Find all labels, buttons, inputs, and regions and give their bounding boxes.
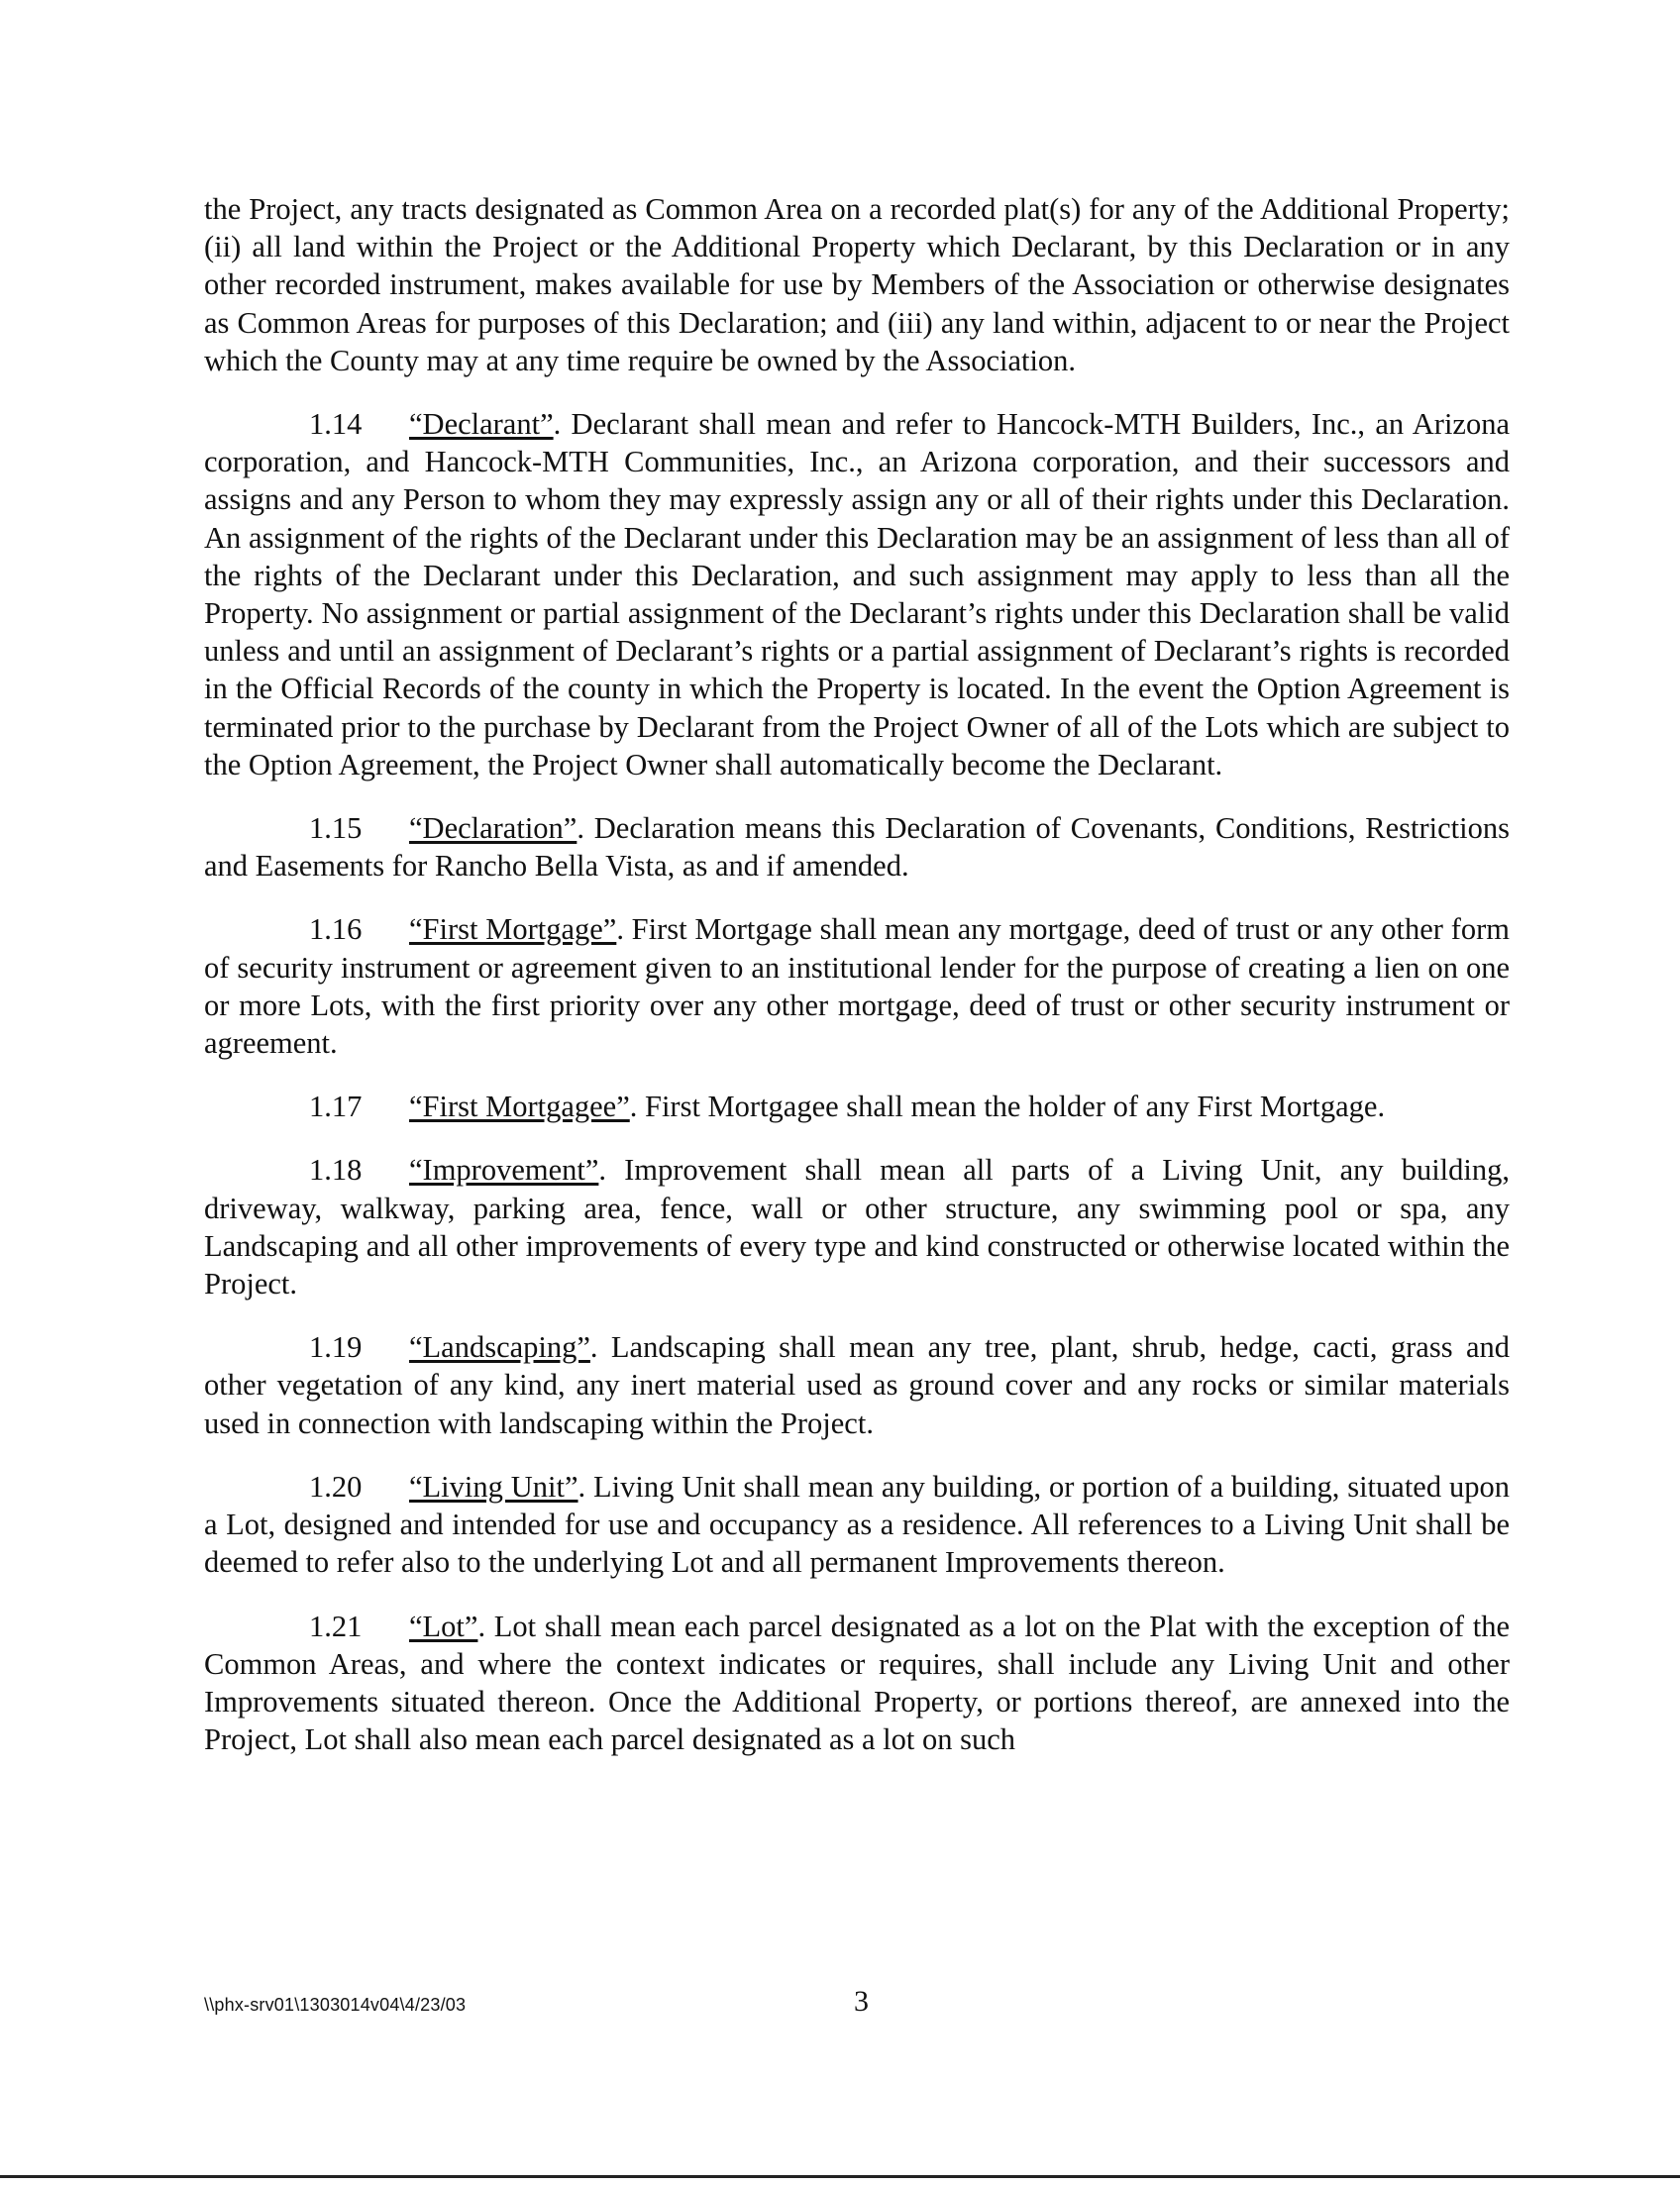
paragraph-1-16-first-mortgage <box>204 910 1510 1062</box>
section-number: 1.19 <box>309 1330 363 1365</box>
page-number: 3 <box>854 1985 869 2018</box>
defined-term: “Declarant” <box>409 407 554 442</box>
paragraph-1-19-landscaping <box>204 1328 1510 1442</box>
paragraph-1-15-declaration <box>204 809 1510 885</box>
defined-term: “Living Unit” <box>409 1469 578 1504</box>
paragraph-1-21-lot <box>204 1608 1510 1759</box>
paragraph-body: . First Mortgage shall mean any mortgage, deed of trust or any other form of security instrument or agreement given to an institutional lender for the purpose of creating a lien on one or more Lots, with the first priority over any other mortgage, deed of trust or other security instrument or agreement. <box>204 912 1510 1061</box>
bottom-scan-edge <box>0 2175 1680 2178</box>
defined-term: “Improvement” <box>409 1153 599 1188</box>
section-number: 1.21 <box>309 1609 363 1643</box>
paragraph-body: . Landscaping shall mean any tree, plant, shrub, hedge, cacti, grass and other vegetation of any kind, any inert material used as ground cover and any rocks or similar materials used in connection with landscaping within the Project. <box>204 1330 1510 1440</box>
paragraph-1-14-declarant <box>204 405 1510 783</box>
footer-document-id: \\phx-srv01\1303014v04\4/23/03 <box>204 1995 467 2015</box>
paragraph-body: . Improvement shall mean all parts of a Living Unit, any building, driveway, walkway, parking area, fence, wall or other structure, any swimming pool or spa, any Landscaping and all other improvements of every type and kind constructed or otherwise located within the Project. <box>204 1153 1510 1302</box>
section-number: 1.14 <box>309 407 363 442</box>
paragraph-body: . Declaration means this Declaration of Covenants, Conditions, Restrictions and Easements for Rancho Bella Vista, as and if amended. <box>204 811 1510 884</box>
section-number: 1.16 <box>309 912 363 947</box>
defined-term: “Landscaping” <box>409 1330 590 1365</box>
paragraph-body: . Living Unit shall mean any building, or portion of a building, situated upon a Lot, designed and intended for use and occupancy as a residence. All references to a Living Unit shall be deemed to refer also to the underlying Lot and all permanent Improvements thereon. <box>204 1469 1510 1580</box>
paragraph-1-18-improvement <box>204 1151 1510 1302</box>
section-number: 1.20 <box>309 1469 363 1504</box>
section-number: 1.15 <box>309 811 363 846</box>
paragraph-1-20-living-unit <box>204 1468 1510 1582</box>
defined-term: “Lot” <box>409 1609 478 1643</box>
paragraph-body: the Project, any tracts designated as Common Area on a recorded plat(s) for any of the Additional Property; (ii) all land within the Project or the Additional Property which Declarant, by this Declaration or in any other recorded instrument, makes available for use by Members of the Association or otherwise designates as Common Areas for purposes of this Declaration; and (iii) any land within, adjacent to or near the Project which the County may at any time require be owned by the Association. <box>204 192 1510 377</box>
defined-term: “Declaration” <box>409 811 578 846</box>
paragraph-body: . Lot shall mean each parcel designated as a lot on the Plat with the exception of the Common Areas, and where the context indicates or requires, shall include any Living Unit and other Improvements situated thereon. Once the Additional Property, or portions thereof, are annexed into the Project, Lot shall also mean each parcel designated as a lot on such <box>204 1609 1510 1757</box>
defined-term: “First Mortgagee” <box>409 1090 630 1124</box>
paragraph-body: . First Mortgagee shall mean the holder of any First Mortgage. <box>629 1090 1386 1124</box>
defined-term: “First Mortgage” <box>409 912 617 947</box>
section-number: 1.18 <box>309 1153 363 1188</box>
document-body <box>204 190 1510 1784</box>
section-number: 1.17 <box>309 1090 363 1124</box>
paragraph-1-17-first-mortgagee <box>204 1088 1510 1125</box>
paragraph-body: . Declarant shall mean and refer to Hancock-MTH Builders, Inc., an Arizona corporation, and Hancock-MTH Communities, Inc., an Arizona corporation, and their successors and assigns and any Person to whom they may expressly assign any or all of their rights under this Declaration. An assignment of the rights of the Declarant under this Declaration may be an assignment of less than all of the rights of the Declarant under this Declaration, and such assignment may apply to less than all the Property. No assignment or partial assignment of the Declarant’s rights under this Declaration shall be valid unless and until an assignment of Declarant’s rights or a partial assignment of Declarant’s rights is recorded in the Official Records of the county in which the Property is located. In the event the Option Agreement is terminated prior to the purchase by Declarant from the Project Owner of all of the Lots which are subject to the Option Agreement, the Project Owner shall automatically become the Declarant. <box>204 407 1510 781</box>
paragraph-common-area-continued <box>204 190 1510 379</box>
